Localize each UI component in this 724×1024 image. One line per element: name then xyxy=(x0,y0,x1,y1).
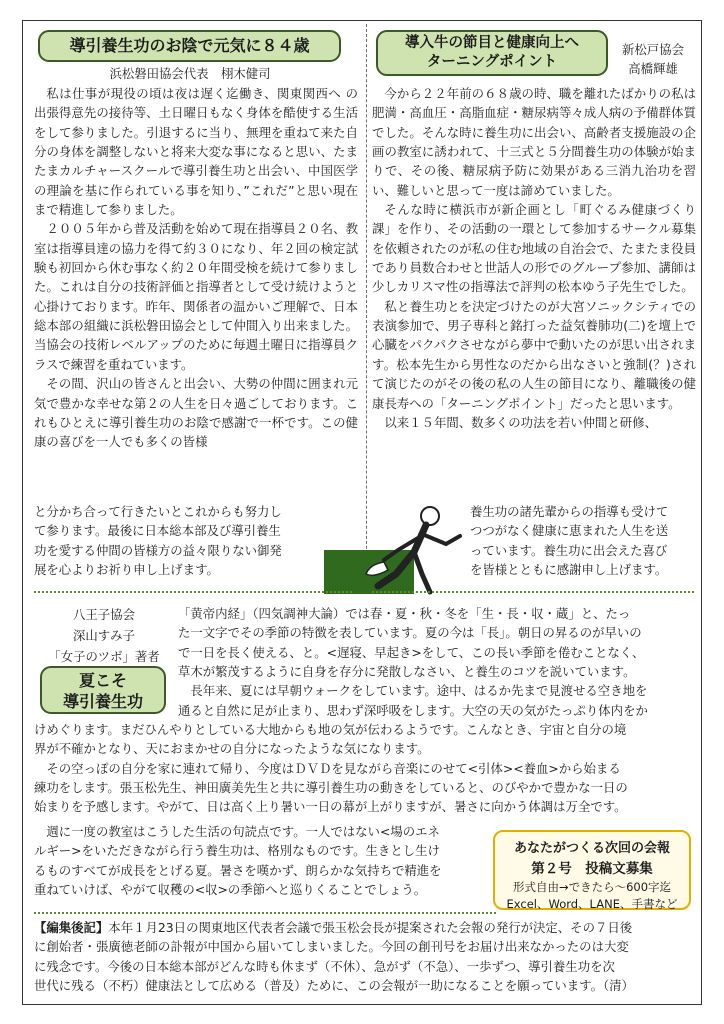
article1-tail-line: 展を心よりお祈り申し上げます。 xyxy=(34,562,219,578)
article3-line: た一文字でその季節の特徴を表しています。夏の今は「長」。朝日の昇るのが早いの xyxy=(178,625,642,641)
article3-side-text xyxy=(178,604,696,720)
editor-note-line: 世代に残る（不朽）健康法として広める（普及）ために、この会報が一助になることを願っています。（清） xyxy=(34,978,634,994)
article2-paragraph: 私と養生功とを決定づけたのが大宮ソニックシティでの表演参加で、男子専科と銘打った益気養肺功(二)を壇上で心臓をパクパクさせながら夢中で動いたのが思い出されます。松本先生から男性なのだから出なさいと強制(？)されて演じたのがその後の私の人生の節目になり、離職後の健康長寿への「ターニングポイント」だったと思います。 xyxy=(372,298,696,411)
article2-author xyxy=(610,42,696,77)
article1-paragraph: ２００５年から普及活動を始めて現在指導員２０名、教室は指導員達の協力を得て約３０になり、年２回の検定試験も初回から休む事なく約２０年間受検を続けて参りました。これは自分の技術評価と指導者として受け続けようと心掛けております。昨年、関係者の温かいご理解で、日本総本部の組織に浜松磐田協会として仲間入り出来ました。当協会の技術レベルアップのために毎週土曜日に指導員クラスで練習を重ねています。 xyxy=(34,221,358,372)
article2-title-line1: 導入牛の節目と健康向上へ xyxy=(405,35,579,51)
notice-file-types: Excel、Word、LANE、手書など xyxy=(506,897,678,911)
section-divider-wave xyxy=(372,591,694,593)
figure-arm xyxy=(422,534,460,544)
article3-line: 草木が繁茂するように自身を存分に発散しなさい、と養生のコツを説いています。 xyxy=(178,664,636,680)
article2-paragraph: そんな時に横浜市が新企画とし「町ぐるみ健康づくり課」を作り、その活動の一環として参加するサークル募集を依頼されたのが私の住む地域の自治会で、たまたま役員であり員数合わせと世話人の形でのグループ参加、講師は少しカリスマ性の指導法で評判の松本ゆう子先生でした。 xyxy=(372,202,696,295)
notice-headline: あなたがつくる次回の会報 xyxy=(513,841,670,856)
article1-body xyxy=(34,84,358,452)
article1-tail-line: 功を愛する仲間の皆様方の益々限りない御発 xyxy=(34,542,282,558)
article2-paragraph: 今から２２年前の６８歳の時、職を離れたばかりの私は肥満・高血圧・高脂血症・糖尿病等々成人病の予備群体質でした。そんな時に養生功に出会い、高齢者支援施設の企画の教室に誘われて、十三式と５分間養生功の体験が始まりで、その後、糖尿病予防に効果がある三消九治功を習い、難しいと思って一度は諦めていました。 xyxy=(372,86,696,198)
article1-title-text: 導引養生功のお陰で元気に８４歳 xyxy=(69,36,310,55)
article2-author-name: 高橋輝雄 xyxy=(628,61,678,76)
article1-tail-line: と分かち合って行きたいとこれからも努力し xyxy=(34,504,282,519)
article2-tail xyxy=(470,502,696,579)
article1-byline: 浜松磐田協会代表 栩木健司 xyxy=(109,66,271,81)
article1-paragraph: 私は仕事が現役の頃は夜は遅く迄働き、関東関西へ の出張得意先の接待等、土日曜日もなく身体を酷使する生活をして参りました。引退するに当り、無理を重ねて来た自分の身体を調整しないと将来大変な事になると思い、たまたまカルチャースクールで導引養生功と出会い、中国医学の理論を基に作られている事を知り、”これだ”と思い現在まで精進して参りました。 xyxy=(34,86,358,218)
figure-back-leg xyxy=(414,552,430,592)
article1-paragraph: その間、沢山の皆さんと出会い、大勢の仲間に囲まれ元気で豊かな幸せな第２の人生を日々過ごしております。これもひとえに導引養生功のお陰で感謝で一杯です。この健康の喜びを一人でも多くの皆様 xyxy=(34,376,358,450)
article2-tail-line: 養生功の諸先輩からの指導も受けて xyxy=(470,504,669,519)
section-divider-wave xyxy=(34,591,352,593)
article3-author-name: 深山すみ子 xyxy=(73,628,135,643)
article2-author-org: 新松戸協会 xyxy=(622,42,684,57)
article2-tail-line: っています。養生功に出会えた喜び xyxy=(470,542,668,558)
article3-line: 「黄帝内経」（四気調神大論）では春・夏・秋・冬を「生・長・収・蔵」と、たっ xyxy=(178,606,631,621)
article2-title xyxy=(376,30,608,76)
editor-note xyxy=(34,918,696,995)
article3-line: 重ねていけば、やがて収穫の<収>の季節へと巡りくることでしょう。 xyxy=(34,882,427,898)
article3-full-text xyxy=(34,720,696,817)
article3-line: 週に一度の教室はこうした生活の句読点です。一人ではない<場のエネ xyxy=(34,824,440,839)
article1-tail-line: て参ります。最後に日本総本部及び導引養生 xyxy=(34,523,281,539)
editor-note-label: 【編集後記】 xyxy=(34,920,109,935)
article2-title-line2: ターニングポイント xyxy=(426,54,558,70)
article2-tail-line: を皆様とともに感謝申し上げます。 xyxy=(470,562,668,578)
article3-line: 練功をします。張玉松先生、神田廣美先生と共に導引養生功の動きをしていると、のびやかで豊かな一日の xyxy=(34,780,628,796)
article3-title-line2: 導引養生功 xyxy=(62,692,143,711)
notice-format: 形式自由→できたら～600字迄 xyxy=(512,880,672,894)
article1-title xyxy=(38,30,341,62)
figure-head xyxy=(421,507,439,525)
article3-short-text xyxy=(34,822,490,899)
submission-notice-box xyxy=(493,830,691,910)
article3-author xyxy=(34,606,174,666)
article2-body xyxy=(372,84,696,432)
article3-line: 始まりを予感します。やがて、日は高く上り暑い一日の幕が上がりますが、暑さに向かう体調は万全です。 xyxy=(34,799,627,815)
article2-tail-line: つつがなく健康に恵まれた人生を送 xyxy=(470,523,669,539)
article3-line: けめぐります。まだひんやりとしている大地からも地の気が伝わるようです。こんなとき、宇宙と自分の境 xyxy=(34,722,627,737)
article3-line: で一日を長く使える、と。<遅寝、早起き>をして、この長い季節を倦むことなく、 xyxy=(178,644,645,660)
article2-paragraph: 以来１５年間、数多くの功法を若い仲間と研修、 xyxy=(384,414,657,430)
article3-line: るものすべてが成長をとげる夏。暑さを嘆かず、朗らかな気持ちで精進を xyxy=(34,862,442,878)
article3-line: 長年来、夏には早朝ウォークをしています。途中、はるか先まで見渡せる空き地を xyxy=(178,683,648,699)
article3-line: その空っぽの自分を家に連れて帰り、今度はＤＶＤを見ながら音楽にのせて<引体><養血>から始まる xyxy=(34,760,621,776)
article3-title xyxy=(40,666,166,714)
section-divider-wave xyxy=(34,912,496,914)
article3-author-book: 「女子のツボ」著者 xyxy=(48,649,160,664)
notice-subheadline: 第２号 投稿文募集 xyxy=(531,861,653,877)
qigong-figure-illustration xyxy=(318,500,468,595)
article3-line: ルギー>をいただきながら行う養生功は、格別なものです。生きとし生け xyxy=(34,843,440,859)
editor-note-line: に創始者・張廣徳老師の訃報が中国から届いてしまいました。今回の創刊号をお届け出来なかったのは大変 xyxy=(34,939,629,955)
article3-title-line1: 夏こそ xyxy=(78,671,127,690)
article3-line: 界が不確かとなり、天におまかせの自分になったような気になります。 xyxy=(34,741,430,757)
article3-line: 通ると自然に足が止まり、思わず深呼吸をします。大空の天の気がたっぷり体内をか xyxy=(178,702,648,718)
article3-author-org: 八王子協会 xyxy=(73,607,135,622)
editor-note-line: に残念です。今後の日本総本部がどんな時も休まず（不休）、急がず（不急）、一歩ずつ、導引養生功を次 xyxy=(34,958,615,974)
article1-tail xyxy=(34,502,324,579)
editor-note-line: 本年１月23日の関東地区代表者会議で張玉松会長が提案された会報の発行が決定、その７日後 xyxy=(108,920,633,935)
